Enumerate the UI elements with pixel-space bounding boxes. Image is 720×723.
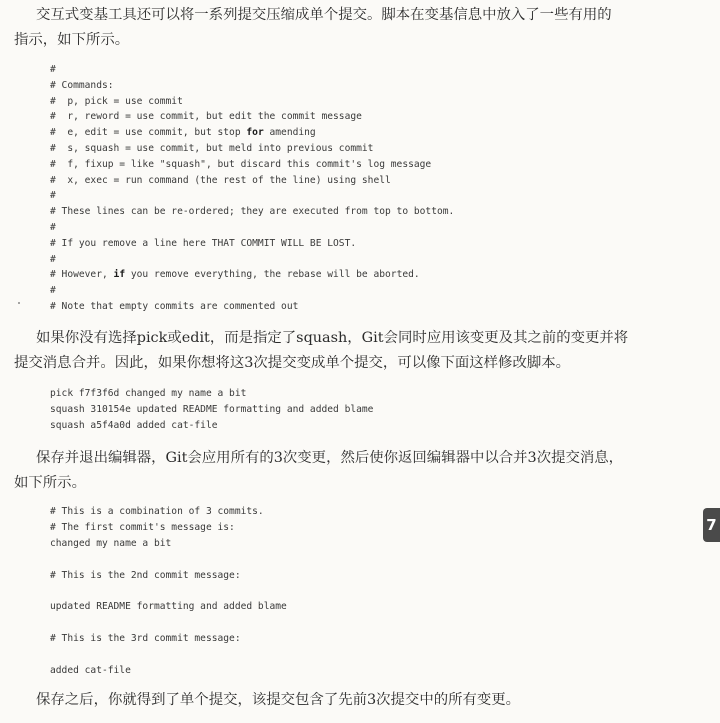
- code-line: #: [50, 253, 56, 265]
- code-block-commit-message: [50, 504, 287, 679]
- code-line: #: [50, 64, 56, 75]
- text-line: 保存之后，你就得到了单个提交，该提交包含了先前3次提交中的所有变更。: [36, 692, 521, 708]
- code-line: squash a5f4a0d added cat-file: [50, 420, 218, 431]
- code-line: [50, 125, 454, 141]
- code-line: squash 310154e updated README formatting and added blame: [50, 404, 374, 415]
- code-line: # The first commit's message is:: [50, 521, 235, 533]
- chapter-tab: 7: [703, 508, 720, 542]
- code-line: # p, pick = use commit: [50, 95, 183, 107]
- code-text: # e, edit = use commit, but stop: [50, 127, 247, 139]
- code-line: changed my name a bit: [50, 537, 172, 549]
- code-text: # However,: [50, 269, 114, 281]
- text-line: 如下所示。: [14, 475, 86, 491]
- text-line: 提交消息合并。因此，如果你想将这3次提交变成单个提交，可以像下面这样修改脚本。: [14, 355, 571, 371]
- text-line: 交互式变基工具还可以将一系列提交压缩成单个提交。脚本在变基信息中放入了一些有用的: [36, 7, 612, 23]
- code-text: amending: [263, 127, 316, 139]
- code-line: # f, fixup = like "squash", but discard this commit's log message: [50, 158, 432, 170]
- paragraph-intro: [14, 3, 694, 53]
- code-line: #: [50, 190, 56, 202]
- code-line: # Commands:: [50, 79, 114, 91]
- code-line: pick f7f3f6d changed my name a bit: [50, 388, 247, 399]
- code-line: # r, reword = use commit, but edit the commit message: [50, 111, 362, 123]
- code-block-squash-script: [50, 386, 373, 434]
- code-line-blank: [50, 615, 287, 631]
- code-line: # If you remove a line here THAT COMMIT WILL BE LOST.: [50, 237, 357, 249]
- code-keyword: if: [113, 269, 126, 281]
- code-line: # This is the 2nd commit message:: [50, 569, 241, 581]
- code-block-rebase-commands: [50, 62, 454, 315]
- code-line-blank: [50, 583, 287, 599]
- code-keyword: for: [246, 127, 264, 139]
- code-text: you remove everything, the rebase will be aborted.: [125, 269, 420, 281]
- code-line: [50, 267, 454, 283]
- code-line-blank: [50, 552, 287, 568]
- code-line: # s, squash = use commit, but meld into previous commit: [50, 142, 374, 154]
- code-line: # This is the 3rd commit message:: [50, 633, 241, 645]
- code-line: #: [50, 285, 56, 297]
- code-line: #: [50, 221, 56, 233]
- code-line-blank: [50, 647, 287, 663]
- text-line: 指示，如下所示。: [14, 32, 130, 48]
- code-line: # x, exec = run command (the rest of the line) using shell: [50, 174, 391, 186]
- paragraph-result: [14, 688, 694, 713]
- paragraph-save-exit: [14, 446, 694, 496]
- text-line: 如果你没有选择pick或edit，而是指定了squash，Git会同时应用该变更及其之前的变更并将: [36, 330, 629, 346]
- code-line: # Note that empty commits are commented out: [50, 300, 299, 312]
- margin-mark: [18, 302, 20, 304]
- paragraph-squash-explain: [14, 326, 694, 376]
- code-line: # This is a combination of 3 commits.: [50, 506, 264, 517]
- code-line: updated README formatting and added blame: [50, 601, 287, 613]
- text-line: 保存并退出编辑器，Git会应用所有的3次变更，然后使你返回编辑器中以合并3次提交消息，: [36, 450, 624, 466]
- code-line: # These lines can be re-ordered; they are executed from top to bottom.: [50, 206, 455, 218]
- code-line: added cat-file: [50, 664, 131, 676]
